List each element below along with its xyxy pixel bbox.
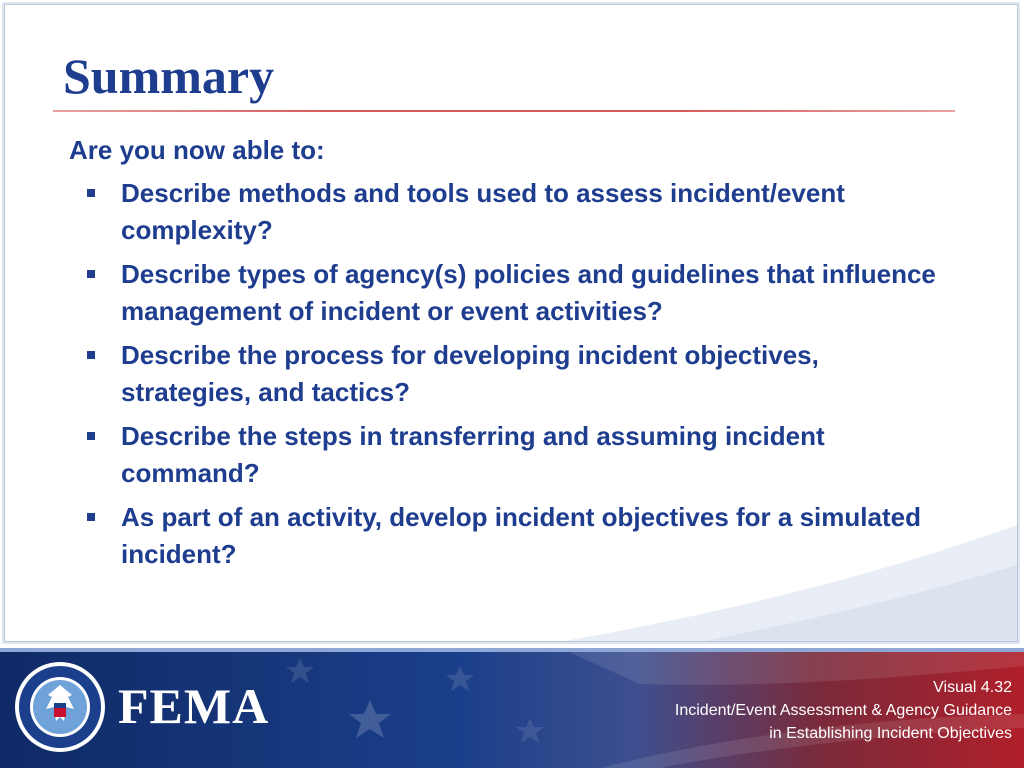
footer-banner <box>0 648 1024 768</box>
list-item <box>85 175 945 249</box>
intro-text: Are you now able to: <box>69 135 325 165</box>
bullet-text: Describe the steps in transferring and assuming incident command? <box>121 421 825 488</box>
dhs-seal-icon <box>14 661 106 753</box>
fema-logo: FEMA <box>118 678 270 734</box>
bullet-text: Describe types of agency(s) policies and guidelines that influence management of incident or event activities? <box>121 259 936 326</box>
objectives-list <box>85 175 945 580</box>
bullet-text: Describe the process for developing incident objectives, strategies, and tactics? <box>121 340 819 407</box>
square-bullet-icon <box>87 432 95 440</box>
square-bullet-icon <box>87 351 95 359</box>
course-info <box>675 676 1012 745</box>
course-title-line2: in Establishing Incident Objectives <box>769 725 1012 742</box>
square-bullet-icon <box>87 270 95 278</box>
bullet-text: As part of an activity, develop incident objectives for a simulated incident? <box>121 502 921 569</box>
list-item <box>85 256 945 330</box>
course-title-line1: Incident/Event Assessment & Agency Guidance <box>674 702 1012 719</box>
square-bullet-icon <box>87 513 95 521</box>
bullet-text: Describe methods and tools used to assess incident/event complexity? <box>121 178 845 245</box>
visual-number: Visual 4.32 <box>933 679 1012 696</box>
slide-content-area <box>4 4 1018 642</box>
slide-title: Summary <box>63 48 275 104</box>
list-item <box>85 337 945 411</box>
list-item <box>85 418 945 492</box>
square-bullet-icon <box>87 189 95 197</box>
title-divider <box>53 110 955 112</box>
list-item <box>85 499 945 573</box>
